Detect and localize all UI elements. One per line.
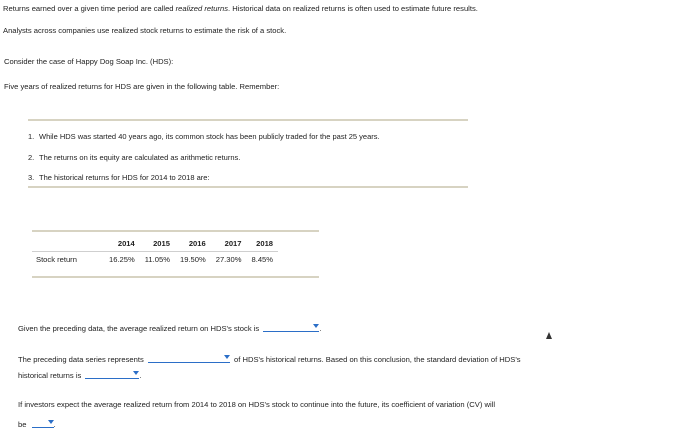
- question-text: The preceding data series represents: [18, 355, 144, 364]
- item-text: The returns on its equity are calculated as arithmetic returns.: [39, 153, 241, 162]
- return-2016: 19.50%: [179, 255, 206, 264]
- question-data-series: [18, 353, 521, 365]
- table-top-divider: [32, 230, 319, 232]
- chevron-down-icon: [48, 420, 54, 424]
- column-header-blank: [32, 236, 104, 252]
- row-label: Stock return: [36, 255, 77, 264]
- question-std-dev: historical returns is .: [18, 371, 142, 380]
- item-number: 3.: [28, 173, 35, 182]
- std-dev-dropdown[interactable]: [85, 369, 139, 379]
- column-header-2018: 2018: [256, 239, 274, 248]
- chevron-down-icon: [313, 324, 319, 328]
- remember-item-2: [28, 153, 240, 163]
- return-2018: 8.45%: [251, 255, 274, 264]
- five-years-text: Five years of realized returns for HDS are given in the following table. Remember:: [4, 82, 280, 91]
- mouse-cursor-icon: [546, 332, 552, 339]
- table-row: [32, 252, 278, 268]
- item-text: While HDS was started 40 years ago, its common stock has been publicly traded for the past 25 years.: [39, 132, 380, 141]
- question-text: Given the preceding data, the average realized return on HDS's stock is: [18, 324, 260, 333]
- item-number: 2.: [28, 153, 35, 162]
- remember-item-1: [28, 132, 380, 142]
- question-text-cont: of HDS's historical returns. Based on this conclusion, the standard deviation of HDS's: [234, 355, 521, 364]
- column-header-2017: 2017: [224, 239, 242, 248]
- intro-text-cont: . Historical data on realized returns is often used to estimate future results.: [228, 4, 478, 13]
- chevron-down-icon: [133, 371, 139, 375]
- column-header-2016: 2016: [188, 239, 206, 248]
- intro-text: Returns earned over a given time period are called: [3, 4, 176, 13]
- item-number: 1.: [28, 132, 35, 141]
- chevron-down-icon: [224, 355, 230, 359]
- returns-table: [32, 236, 278, 267]
- question-average-return: Given the preceding data, the average realized return on HDS's stock is .: [18, 324, 322, 333]
- remember-item-3: [28, 173, 210, 183]
- return-2015: 11.05%: [144, 255, 170, 264]
- item-text: The historical returns for HDS for 2014 to 2018 are:: [39, 173, 210, 182]
- remember-top-divider: [28, 119, 468, 121]
- column-header-2014: 2014: [117, 239, 135, 248]
- table-bottom-divider: [32, 276, 319, 278]
- intro-line-1: [3, 4, 478, 14]
- data-series-dropdown[interactable]: [148, 353, 230, 363]
- cv-dropdown[interactable]: [32, 418, 54, 428]
- question-text: If investors expect the average realized return from 2014 to 2018 on HDS's stock to continue into the future, its coefficient of variation (CV) will: [18, 400, 496, 409]
- question-cv-answer: be .: [18, 420, 56, 429]
- case-heading: Consider the case of Happy Dog Soap Inc. (HDS):: [4, 57, 174, 66]
- return-2014: 16.25%: [109, 255, 135, 264]
- table-header-row: [32, 236, 278, 252]
- question-text: be: [18, 420, 27, 429]
- average-return-dropdown[interactable]: [263, 322, 319, 332]
- intro-line-2: Analysts across companies use realized stock returns to estimate the risk of a stock.: [3, 26, 287, 35]
- realized-returns-term: realized returns: [175, 4, 228, 13]
- return-2017: 27.30%: [215, 255, 242, 264]
- question-text: historical returns is: [18, 371, 82, 380]
- question-cv: [18, 400, 495, 410]
- remember-bottom-divider: [28, 186, 468, 188]
- column-header-2015: 2015: [153, 239, 170, 248]
